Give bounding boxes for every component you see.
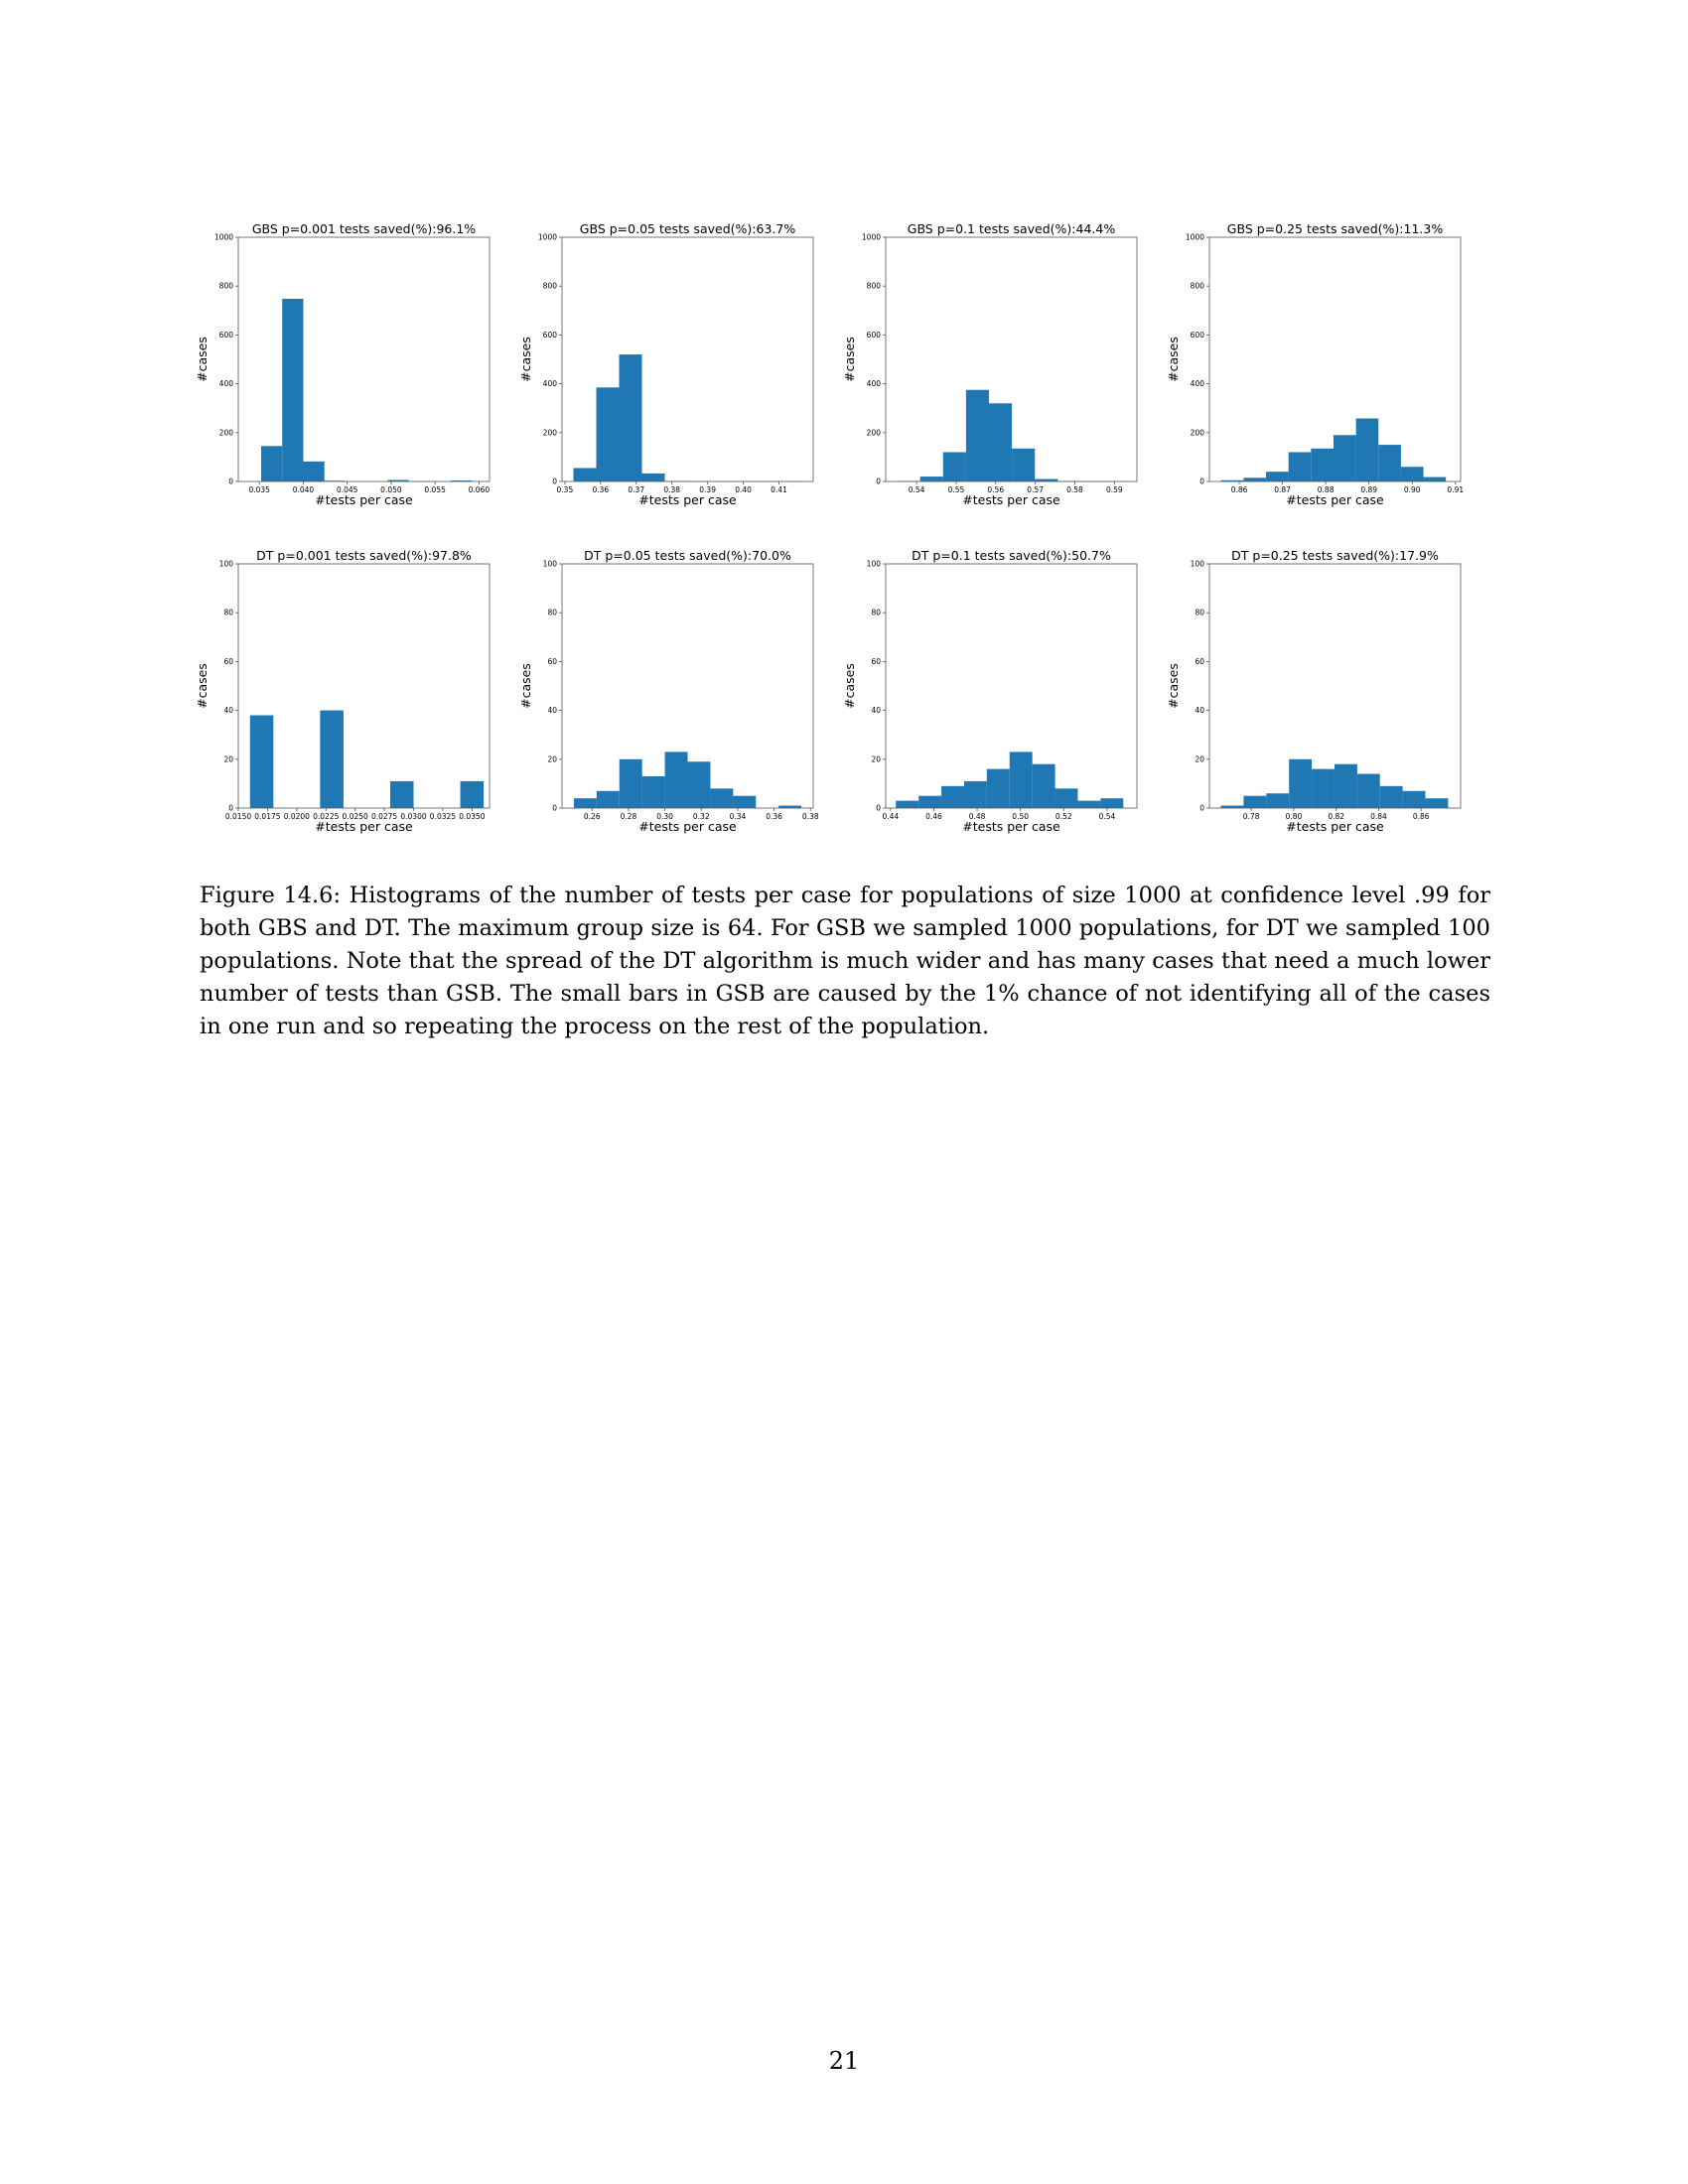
y-tick-label: 60: [871, 656, 881, 666]
chart-title: GBS p=0.25 tests saved(%):11.3%: [1226, 221, 1444, 236]
histogram-figure: [0, 0, 1688, 854]
x-tick-label: 0.88: [1317, 485, 1335, 494]
x-tick-label: 0.055: [424, 485, 446, 494]
x-tick-label: 0.0175: [254, 812, 281, 821]
y-axis-label: #cases: [842, 663, 857, 709]
x-tick-label: 0.0300: [400, 812, 427, 821]
y-tick-label: 20: [223, 754, 233, 764]
y-tick-label: 200: [866, 428, 881, 438]
x-tick-label: 0.52: [1055, 812, 1072, 821]
histogram-bar: [1010, 751, 1033, 808]
x-tick-label: 0.38: [663, 485, 681, 494]
y-axis-label: #cases: [195, 337, 210, 382]
histogram-bar: [1426, 798, 1449, 808]
y-tick-label: 1000: [213, 232, 233, 242]
x-axis-label: #tests per case: [638, 492, 737, 507]
histogram-bar: [1312, 769, 1335, 808]
x-axis-label: #tests per case: [638, 819, 737, 834]
y-tick-label: 200: [1190, 428, 1204, 438]
histogram-bar: [461, 781, 485, 808]
x-tick-label: 0.59: [1105, 485, 1123, 494]
histogram-bar: [918, 796, 941, 808]
histogram-bar: [597, 387, 620, 481]
x-tick-label: 0.84: [1370, 812, 1387, 821]
y-axis-label: #cases: [1166, 337, 1181, 382]
x-tick-label: 0.050: [380, 485, 402, 494]
y-tick-label: 0: [1199, 803, 1204, 813]
histogram-bar: [1033, 764, 1055, 808]
y-tick-label: 0: [1199, 477, 1204, 486]
x-tick-label: 0.40: [735, 485, 752, 494]
histogram-panel-3: [842, 221, 1137, 507]
y-tick-label: 100: [542, 559, 557, 569]
x-tick-label: 0.0150: [224, 812, 252, 821]
histogram-bar: [642, 474, 665, 481]
x-tick-label: 0.0200: [283, 812, 310, 821]
x-tick-label: 0.80: [1285, 812, 1303, 821]
y-tick-label: 40: [223, 706, 233, 716]
y-tick-label: 20: [547, 754, 557, 764]
y-tick-label: 200: [542, 428, 557, 438]
x-tick-label: 0.57: [1027, 485, 1044, 494]
histogram-bar: [1378, 445, 1401, 481]
x-tick-label: 0.34: [729, 812, 747, 821]
axes-frame: [238, 564, 490, 808]
histogram-bar: [390, 781, 414, 808]
y-tick-label: 20: [871, 754, 881, 764]
x-tick-label: 0.87: [1274, 485, 1291, 494]
chart-title: GBS p=0.1 tests saved(%):44.4%: [907, 221, 1116, 236]
x-axis-label: #tests per case: [962, 492, 1060, 507]
y-tick-label: 80: [1195, 608, 1204, 617]
histogram-panel-6: [518, 548, 819, 834]
y-axis-label: #cases: [518, 337, 533, 382]
histogram-bar: [710, 788, 733, 808]
y-tick-label: 200: [218, 428, 233, 438]
y-tick-label: 400: [866, 379, 881, 389]
x-tick-label: 0.35: [556, 485, 574, 494]
chart-title: DT p=0.001 tests saved(%):97.8%: [256, 548, 472, 563]
y-tick-label: 0: [552, 803, 557, 813]
y-tick-label: 20: [1195, 754, 1204, 764]
x-tick-label: 0.48: [968, 812, 986, 821]
y-tick-label: 400: [1190, 379, 1204, 389]
y-tick-label: 100: [1190, 559, 1204, 569]
figure-caption: Figure 14.6: Histograms of the number of tests per case for populations of size 1000 at confidence level .99 for both GBS and DT. The maximum group size is 64. For GSB we sampled 1000 populations, for DT we sampled 100 populations. Note that the spread of the DT algorithm is much wider and has many cases that need a much lower number of tests than GSB. The small bars in GSB are caused by the 1% chance of not identifying all of the cases in one run and so repeating the process on the rest of the population.: [200, 883, 1490, 1039]
y-tick-label: 60: [223, 656, 233, 666]
histogram-bar: [574, 468, 597, 481]
x-tick-label: 0.060: [468, 485, 491, 494]
histogram-panel-4: [1166, 221, 1464, 507]
histogram-bar: [1289, 452, 1312, 481]
x-tick-label: 0.46: [925, 812, 942, 821]
histogram-bar: [1357, 774, 1380, 808]
x-tick-label: 0.54: [1098, 812, 1116, 821]
page-number: 21: [828, 2047, 860, 2075]
x-tick-label: 0.86: [1412, 812, 1430, 821]
histogram-bar: [941, 786, 964, 808]
histogram-bar: [1380, 786, 1403, 808]
histogram-bar: [320, 711, 344, 808]
chart-title: DT p=0.1 tests saved(%):50.7%: [912, 548, 1111, 563]
histogram-bar: [1311, 449, 1334, 481]
y-tick-label: 60: [1195, 656, 1204, 666]
y-tick-label: 0: [876, 477, 881, 486]
x-tick-label: 0.58: [1066, 485, 1083, 494]
histogram-bar: [1243, 796, 1266, 808]
histogram-bar: [1335, 764, 1357, 808]
x-tick-label: 0.0275: [370, 812, 398, 821]
histogram-bar: [665, 751, 688, 808]
histogram-bar: [896, 801, 918, 808]
x-tick-label: 0.44: [882, 812, 900, 821]
y-tick-label: 1000: [1185, 232, 1204, 242]
y-tick-label: 0: [876, 803, 881, 813]
y-tick-label: 400: [218, 379, 233, 389]
histogram-bar: [261, 446, 282, 481]
x-tick-label: 0.32: [692, 812, 710, 821]
y-tick-label: 100: [866, 559, 881, 569]
x-tick-label: 0.90: [1403, 485, 1421, 494]
histogram-bar: [620, 354, 642, 481]
y-tick-label: 800: [218, 281, 233, 291]
y-tick-label: 80: [547, 608, 557, 617]
histogram-bar: [1012, 449, 1035, 481]
chart-title: DT p=0.05 tests saved(%):70.0%: [584, 548, 791, 563]
histogram-bar: [303, 462, 324, 481]
histogram-panel-8: [1166, 548, 1461, 834]
histogram-bar: [1266, 793, 1289, 808]
x-tick-label: 0.035: [248, 485, 270, 494]
x-tick-label: 0.040: [292, 485, 315, 494]
x-tick-label: 0.30: [656, 812, 673, 821]
histogram-panel-2: [518, 221, 813, 507]
x-axis-label: #tests per case: [315, 819, 413, 834]
x-tick-label: 0.55: [947, 485, 965, 494]
x-tick-label: 0.0225: [313, 812, 340, 821]
y-axis-label: #cases: [1166, 663, 1181, 709]
x-tick-label: 0.36: [766, 812, 782, 821]
x-tick-label: 0.0350: [459, 812, 486, 821]
histogram-grid: [0, 0, 1688, 854]
histogram-bar: [688, 761, 711, 808]
x-tick-label: 0.26: [583, 812, 601, 821]
y-tick-label: 1000: [861, 232, 881, 242]
histogram-bar: [1356, 419, 1379, 481]
y-tick-label: 80: [871, 608, 881, 617]
histogram-bar: [987, 769, 1010, 808]
x-tick-label: 0.0250: [342, 812, 368, 821]
y-tick-label: 0: [552, 477, 557, 486]
histogram-bar: [1055, 788, 1078, 808]
histogram-bar: [1424, 478, 1447, 481]
histogram-bar: [966, 390, 989, 481]
y-tick-label: 600: [1190, 330, 1204, 340]
histogram-bar: [943, 452, 966, 481]
x-tick-label: 0.89: [1360, 485, 1378, 494]
chart-title: GBS p=0.001 tests saved(%):96.1%: [251, 221, 477, 236]
histogram-bar: [1100, 798, 1123, 808]
histogram-bar: [642, 776, 665, 808]
histogram-bar: [989, 403, 1012, 481]
histogram-bar: [250, 716, 274, 808]
y-tick-label: 600: [866, 330, 881, 340]
y-tick-label: 1000: [537, 232, 557, 242]
histogram-bar: [1334, 435, 1356, 481]
x-axis-label: #tests per case: [1286, 492, 1384, 507]
histogram-bar: [1403, 791, 1426, 808]
histogram-bar: [574, 798, 597, 808]
x-tick-label: 0.41: [771, 485, 787, 494]
y-tick-label: 80: [223, 608, 233, 617]
x-tick-label: 0.82: [1328, 812, 1345, 821]
y-tick-label: 60: [547, 656, 557, 666]
y-tick-label: 40: [871, 706, 881, 716]
y-tick-label: 0: [228, 803, 233, 813]
y-tick-label: 400: [542, 379, 557, 389]
histogram-panel-7: [842, 548, 1137, 834]
histogram-bar: [1243, 478, 1266, 481]
histogram-bar: [282, 299, 303, 481]
y-tick-label: 100: [218, 559, 233, 569]
histogram-bar: [620, 759, 642, 808]
y-tick-label: 800: [866, 281, 881, 291]
histogram-panel-1: [195, 221, 490, 507]
y-tick-label: 600: [218, 330, 233, 340]
x-tick-label: 0.54: [908, 485, 925, 494]
y-tick-label: 0: [228, 477, 233, 486]
x-tick-label: 0.36: [592, 485, 610, 494]
histogram-bar: [733, 796, 756, 808]
chart-title: GBS p=0.05 tests saved(%):63.7%: [579, 221, 796, 236]
chart-title: DT p=0.25 tests saved(%):17.9%: [1231, 548, 1439, 563]
x-axis-label: #tests per case: [962, 819, 1060, 834]
histogram-bar: [1401, 467, 1424, 481]
x-tick-label: 0.37: [628, 485, 645, 494]
y-axis-label: #cases: [518, 663, 533, 709]
axes-frame: [238, 237, 490, 481]
x-tick-label: 0.91: [1447, 485, 1465, 494]
y-tick-label: 600: [542, 330, 557, 340]
y-tick-label: 800: [1190, 281, 1204, 291]
x-tick-label: 0.38: [801, 812, 819, 821]
x-tick-label: 0.39: [699, 485, 716, 494]
y-tick-label: 40: [1195, 706, 1204, 716]
histogram-bar: [920, 477, 943, 481]
x-axis-label: #tests per case: [1286, 819, 1384, 834]
x-axis-label: #tests per case: [315, 492, 413, 507]
x-tick-label: 0.86: [1230, 485, 1248, 494]
x-tick-label: 0.50: [1012, 812, 1030, 821]
histogram-bar: [597, 791, 620, 808]
histogram-bar: [964, 781, 987, 808]
histogram-bar: [1077, 801, 1100, 808]
x-tick-label: 0.0325: [429, 812, 457, 821]
y-tick-label: 40: [547, 706, 557, 716]
y-axis-label: #cases: [195, 663, 210, 709]
histogram-bar: [1266, 472, 1289, 481]
y-tick-label: 800: [542, 281, 557, 291]
histogram-panel-5: [195, 548, 490, 834]
x-tick-label: 0.28: [620, 812, 637, 821]
histogram-bar: [1289, 759, 1312, 808]
y-axis-label: #cases: [842, 337, 857, 382]
x-tick-label: 0.56: [987, 485, 1005, 494]
x-tick-label: 0.78: [1242, 812, 1260, 821]
x-tick-label: 0.045: [336, 485, 358, 494]
